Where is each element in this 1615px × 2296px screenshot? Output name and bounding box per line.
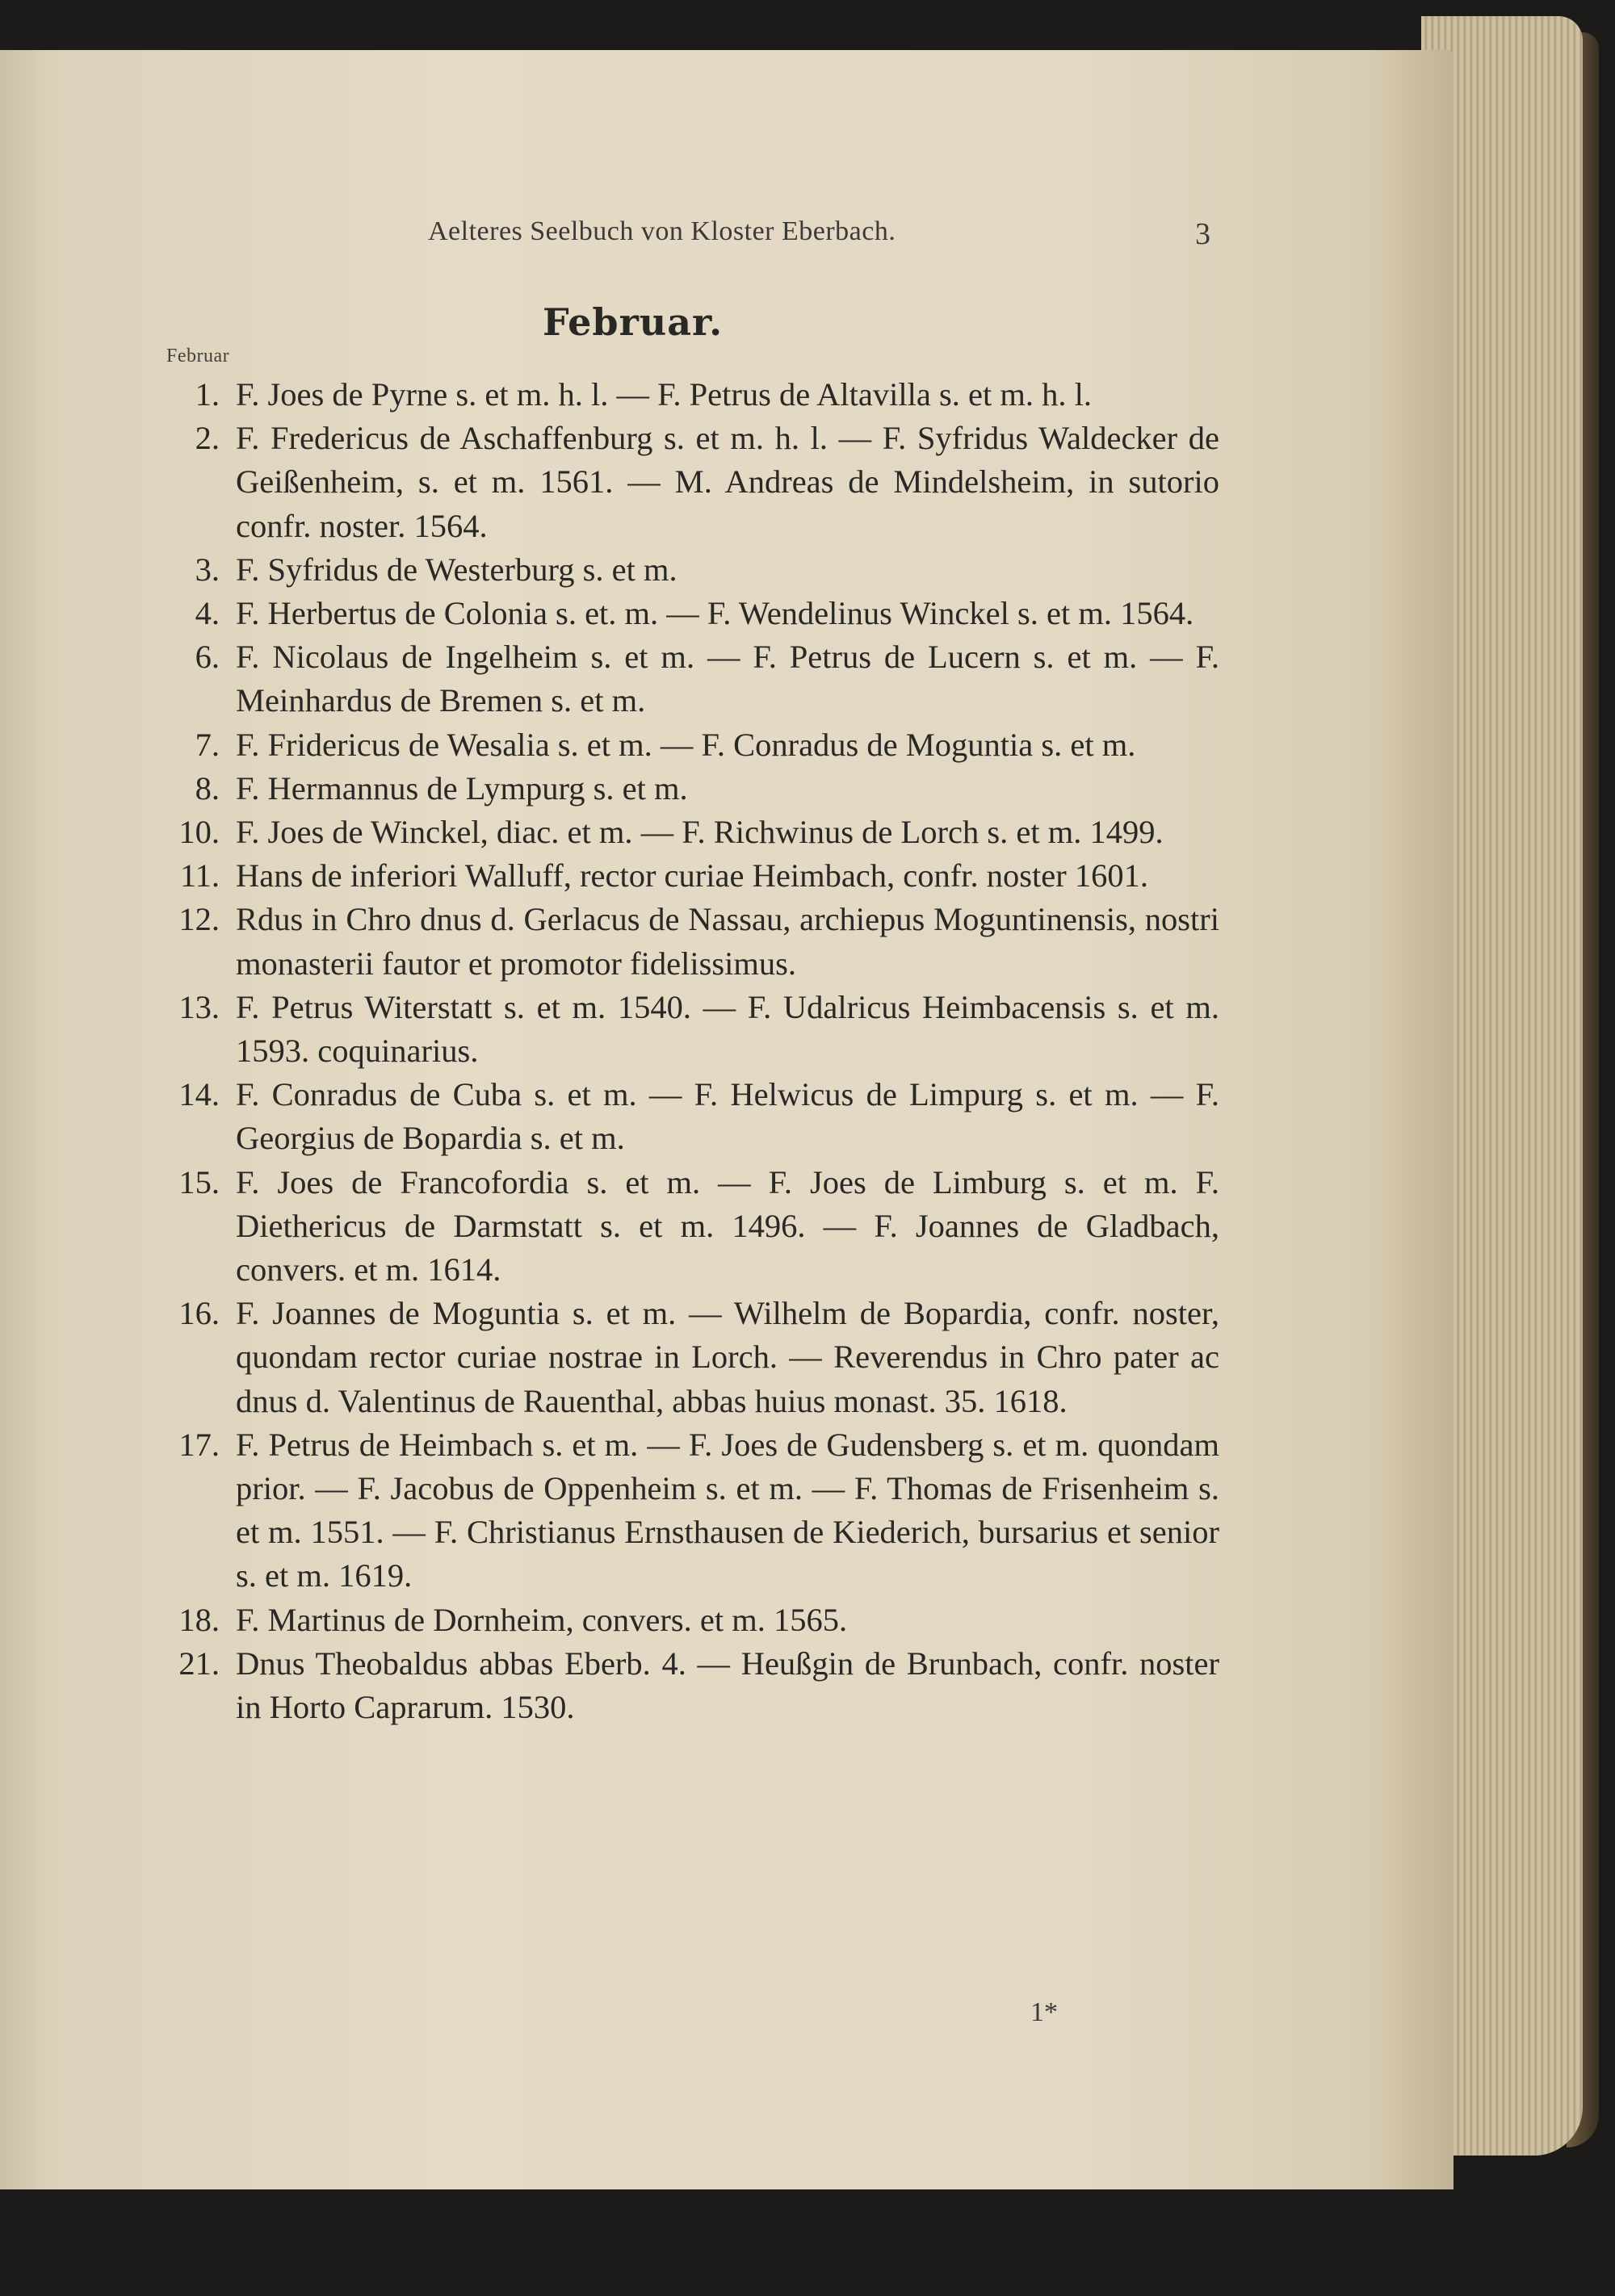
entry-day: 6. [195, 639, 220, 676]
entry-item [170, 1598, 1219, 1642]
page-number: 3 [1195, 217, 1210, 251]
entry-day: 8. [195, 769, 220, 807]
entry-item [170, 592, 1219, 635]
entry-text: F. Martinus de Dornheim, convers. et m. 1565. [236, 1601, 848, 1638]
entry-day: 16. [178, 1295, 220, 1332]
entry-item [170, 1161, 1219, 1293]
running-head [0, 216, 1454, 265]
month-heading: Februar. [543, 300, 724, 344]
entry-text: F. Fridericus de Wesalia s. et m. — F. Conradus de Moguntia s. et m. [236, 726, 1136, 763]
entry-item [170, 1642, 1219, 1729]
entry-text: F. Petrus de Heimbach s. et m. — F. Joes de Gudensberg s. et m. quondam prior. — F. Jacobus de Oppenheim s. et m. — F. Thomas de Frisenheim s. et m. 1551. — F. Christianus Ernsthausen de Kiederich, bursarius et senior s. et m. 1619. [236, 1426, 1219, 1594]
entry-item [170, 898, 1219, 985]
entry-text: F. Nicolaus de Ingelheim s. et m. — F. Petrus de Lucern s. et m. — F. Meinhardus de Bremen s. et m. [236, 639, 1219, 719]
entry-item [170, 417, 1219, 548]
obituary-entries [170, 373, 1219, 1729]
entry-text: F. Fredericus de Aschaffenburg s. et m. h. l. — F. Syfridus Waldecker de Geißenheim, s. et m. 1561. — M. Andreas de Mindelsheim, in sutorio confr. noster. 1564. [236, 420, 1219, 544]
entry-day: 13. [178, 988, 220, 1025]
entry-day: 10. [178, 814, 220, 851]
entry-day: 15. [178, 1163, 220, 1200]
entry-text: F. Joannes de Moguntia s. et m. — Wilhelm de Bopardia, confr. noster, quondam rector curiae nostrae in Lorch. — Reverendus in Chro pater ac dnus d. Valentinus de Rauenthal, abbas huius monast. 35. 1618. [236, 1295, 1219, 1419]
entry-item [170, 723, 1219, 767]
entry-text: F. Petrus Witerstatt s. et m. 1540. — F. Udalricus Heimbacensis s. et m. 1593. coquinarius. [236, 988, 1219, 1070]
margin-note: Februar [166, 346, 230, 367]
entry-item [170, 767, 1219, 811]
entry-text: F. Hermannus de Lympurg s. et m. [236, 769, 688, 807]
entry-day: 12. [178, 901, 220, 938]
entry-item [170, 811, 1219, 854]
entry-item [170, 1423, 1219, 1598]
entry-day: 1. [195, 376, 220, 413]
entry-day: 17. [178, 1426, 220, 1463]
entry-item [170, 635, 1219, 723]
entry-day: 14. [178, 1076, 220, 1113]
running-title: Aelteres Seelbuch von Kloster Eberbach. [428, 216, 896, 246]
entry-item [170, 1292, 1219, 1423]
entry-text: F. Joes de Francofordia s. et m. — F. Joes de Limburg s. et m. F. Diethericus de Darmstatt s. et m. 1496. — F. Joannes de Gladbach, convers. et m. 1614. [236, 1163, 1219, 1288]
entry-text: F. Herbertus de Colonia s. et. m. — F. Wendelinus Winckel s. et m. 1564. [236, 595, 1194, 632]
entry-text: F. Joes de Pyrne s. et m. h. l. — F. Petrus de Altavilla s. et m. h. l. [236, 376, 1092, 413]
entry-text: Dnus Theobaldus abbas Eberb. 4. — Heußgin de Brunbach, confr. noster in Horto Caprarum. 1530. [236, 1644, 1219, 1726]
entry-item [170, 986, 1219, 1073]
entry-day: 2. [195, 420, 220, 457]
entry-day: 18. [178, 1601, 220, 1638]
entry-item [170, 373, 1219, 417]
signature-mark: 1* [1030, 1997, 1058, 2027]
entry-item [170, 854, 1219, 898]
entry-day: 21. [178, 1644, 220, 1682]
entry-day: 7. [195, 726, 220, 763]
entry-text: F. Joes de Winckel, diac. et m. — F. Richwinus de Lorch s. et m. 1499. [236, 814, 1164, 851]
entry-day: 3. [195, 551, 220, 588]
entry-text: F. Conradus de Cuba s. et m. — F. Helwicus de Limpurg s. et m. — F. Georgius de Bopardia s. et m. [236, 1076, 1219, 1157]
entry-day: 11. [179, 857, 220, 895]
entry-text: F. Syfridus de Westerburg s. et m. [236, 551, 677, 588]
entry-text: Rdus in Chro dnus d. Gerlacus de Nassau, archiepus Moguntinensis, nostri monasterii fautor et promotor fidelissimus. [236, 901, 1219, 982]
entry-day: 4. [195, 595, 220, 632]
entry-item [170, 548, 1219, 592]
entry-text: Hans de inferiori Walluff, rector curiae Heimbach, confr. noster 1601. [236, 857, 1148, 895]
entry-item [170, 1073, 1219, 1160]
